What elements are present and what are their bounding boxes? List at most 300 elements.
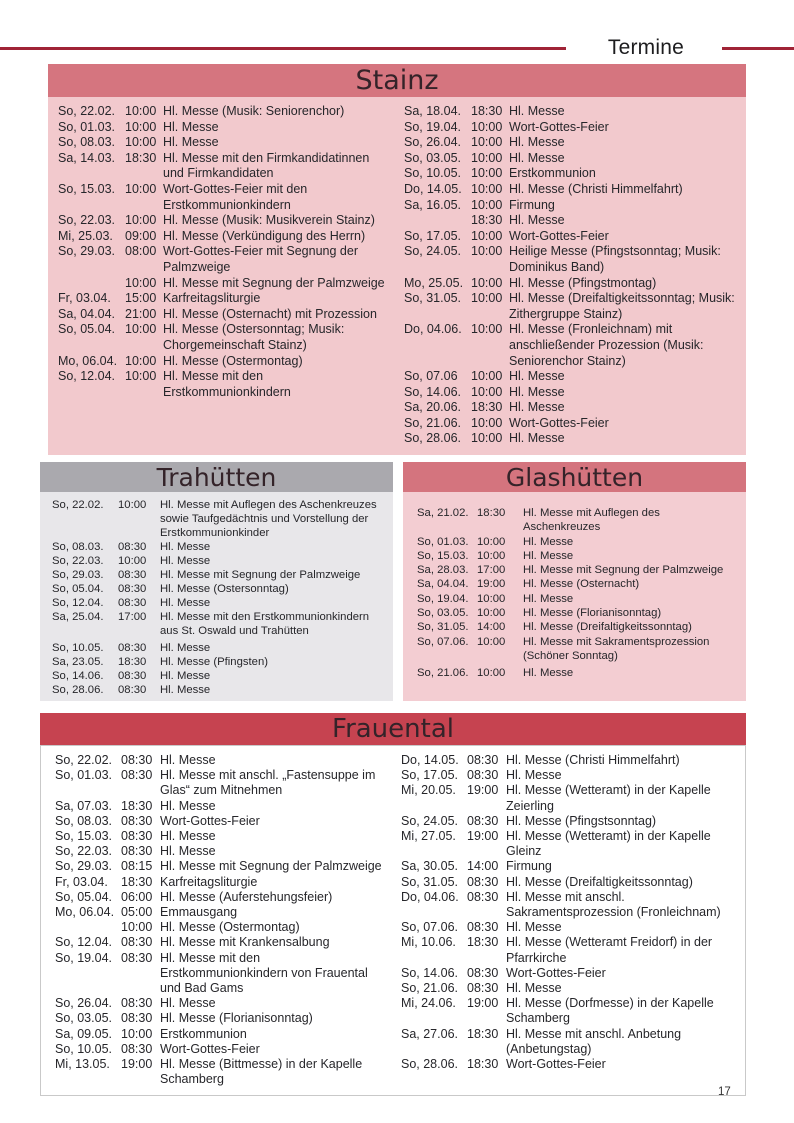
date-cell: So, 05.04. <box>58 322 115 337</box>
desc-cell: Hl. Messe mit Auflegen des Aschenkreuzes sowie Taufgedächtnis und Vorstellung der Erstkommunionkinder <box>160 499 377 539</box>
desc-cell: Hl. Messe mit anschl. Anbetung (Anbetungstag) <box>506 1026 682 1056</box>
time-cell: 08:30 <box>121 935 153 950</box>
header-rule-right <box>722 47 794 50</box>
time-cell: 10:00 <box>471 244 503 259</box>
event-row <box>401 768 733 783</box>
date-cell: Sa, 21.02. <box>417 507 469 519</box>
time-cell: 08:30 <box>118 597 147 609</box>
date-cell: So, 07.06 <box>404 369 458 384</box>
desc-cell: Hl. Messe (Ostermontag) <box>160 920 300 935</box>
time-cell: 10:00 <box>121 1026 153 1041</box>
event-row <box>52 610 385 638</box>
event-row <box>52 596 385 610</box>
section-title: Trahütten <box>156 462 277 492</box>
date-cell <box>55 920 121 935</box>
date-cell: So, 21.06. <box>417 667 469 680</box>
event-row <box>55 814 387 829</box>
time-cell: 18:30 <box>121 874 153 889</box>
event-row <box>404 213 736 229</box>
time-cell: 19:00 <box>467 829 499 844</box>
date-cell: So, 12.04. <box>58 369 115 384</box>
desc-cell: Hl. Messe <box>160 670 211 682</box>
section-columns <box>55 753 733 1087</box>
events-column-right <box>404 104 736 447</box>
time-cell: 08:30 <box>467 920 499 935</box>
desc-cell: Hl. Messe <box>506 920 562 935</box>
date-cell: So, 01.03. <box>417 535 469 548</box>
date-cell: Sa, 14.03. <box>58 150 115 165</box>
event-row <box>55 951 387 997</box>
section-title: Stainz <box>355 65 439 96</box>
section-glashuetten <box>403 462 746 701</box>
date-cell: Sa, 23.05. <box>52 656 104 668</box>
time-cell: 10:00 <box>125 213 157 228</box>
date-cell: So, 15.03. <box>417 549 469 562</box>
date-cell <box>404 213 471 229</box>
date-cell: So, 15.03. <box>55 829 112 844</box>
date-cell: Sa, 04.04. <box>58 306 115 321</box>
event-row <box>58 213 390 229</box>
event-row <box>417 563 738 577</box>
desc-cell: Wort-Gottes-Feier mit den Erstkommunionkindern <box>163 181 308 212</box>
time-cell: 17:00 <box>477 564 506 577</box>
event-row <box>55 920 387 935</box>
date-cell: So, 24.05. <box>404 244 461 259</box>
desc-cell: Hl. Messe <box>509 213 565 228</box>
time-cell: 10:00 <box>125 322 157 337</box>
desc-cell: Hl. Messe (Wetteramt) in der Kapelle Gleinz <box>506 829 711 859</box>
date-cell: So, 15.03. <box>58 181 115 196</box>
time-cell: 08:30 <box>118 670 147 682</box>
time-cell: 10:00 <box>477 607 506 620</box>
date-cell: So, 28.06. <box>401 1057 458 1072</box>
event-row <box>401 920 733 935</box>
event-row <box>55 1027 387 1042</box>
time-cell: 18:30 <box>471 213 503 228</box>
events-column-right <box>401 753 733 1072</box>
event-row <box>404 400 736 416</box>
time-cell: 18:30 <box>467 935 499 950</box>
time-cell: 10:00 <box>121 920 153 935</box>
event-row <box>52 568 385 582</box>
event-row <box>55 829 387 844</box>
date-cell: So, 01.03. <box>58 119 115 134</box>
desc-cell: Hl. Messe (Christi Himmelfahrt) <box>506 753 680 767</box>
event-row <box>58 276 390 292</box>
desc-cell: Wort-Gottes-Feier <box>506 965 606 980</box>
time-cell: 10:00 <box>471 275 503 290</box>
date-cell: Sa, 07.03. <box>55 798 112 813</box>
time-cell: 18:30 <box>118 656 147 668</box>
date-cell: Sa, 04.04. <box>417 578 469 591</box>
desc-cell: Firmung <box>506 859 552 874</box>
desc-cell: Hl. Messe <box>506 768 562 783</box>
desc-cell: Erstkommunion <box>509 166 596 181</box>
desc-cell: Hl. Messe mit den Erstkommunionkindern aus St. Oswald und Trahütten <box>160 611 370 637</box>
event-row <box>55 1042 387 1057</box>
event-row <box>404 135 736 151</box>
desc-cell: Hl. Messe <box>160 829 216 844</box>
date-cell: So, 21.06. <box>401 981 458 996</box>
date-cell <box>58 276 125 292</box>
time-cell: 08:30 <box>118 642 147 654</box>
section-header <box>48 64 746 97</box>
event-row <box>401 875 733 890</box>
time-cell: 08:30 <box>121 768 153 783</box>
time-cell: 10:00 <box>118 499 147 511</box>
date-cell: So, 19.04. <box>404 119 461 134</box>
event-row <box>55 844 387 859</box>
event-row <box>404 229 736 245</box>
event-row <box>401 996 733 1026</box>
time-cell: 18:30 <box>471 400 503 415</box>
events-column <box>52 498 385 697</box>
time-cell: 10:00 <box>477 549 506 562</box>
date-cell: So, 22.02. <box>58 104 115 118</box>
time-cell: 08:30 <box>118 541 147 553</box>
date-cell: So, 08.03. <box>52 541 104 553</box>
desc-cell: Hl. Messe (Pfingstsonntag) <box>506 813 657 828</box>
date-cell: Sa, 28.03. <box>417 564 469 577</box>
desc-cell: Wort-Gottes-Feier <box>160 813 260 828</box>
events-column <box>417 506 738 681</box>
event-row <box>55 859 387 874</box>
desc-cell: Hl. Messe <box>509 104 565 118</box>
event-row <box>404 431 736 447</box>
time-cell: 18:30 <box>477 507 506 519</box>
time-cell: 08:30 <box>467 768 499 783</box>
time-cell: 18:30 <box>471 104 503 118</box>
time-cell: 10:00 <box>125 275 157 290</box>
date-cell: Sa, 09.05. <box>55 1026 112 1041</box>
event-row <box>404 166 736 182</box>
time-cell: 19:00 <box>477 578 506 591</box>
desc-cell: Hl. Messe (Christi Himmelfahrt) <box>509 181 683 196</box>
event-row <box>417 549 738 563</box>
date-cell: So, 22.03. <box>55 844 112 859</box>
event-row <box>52 669 385 683</box>
event-row <box>52 582 385 596</box>
desc-cell: Wort-Gottes-Feier <box>509 415 609 430</box>
desc-cell: Hl. Messe (Dreifaltigkeitssonntag; Musik: Zithergruppe Stainz) <box>509 291 735 321</box>
time-cell: 10:00 <box>125 135 157 150</box>
event-row <box>52 641 385 655</box>
time-cell: 18:30 <box>467 1057 499 1072</box>
date-cell: Mi, 10.06. <box>401 935 456 950</box>
section-body <box>40 492 393 701</box>
time-cell: 08:30 <box>467 965 499 980</box>
desc-cell: Hl. Messe <box>160 541 211 553</box>
event-row <box>55 1057 387 1087</box>
event-row <box>58 182 390 213</box>
desc-cell: Wort-Gottes-Feier <box>160 1041 260 1056</box>
date-cell: So, 10.05. <box>52 642 104 654</box>
event-row <box>404 151 736 167</box>
time-cell: 08:30 <box>118 569 147 581</box>
event-row <box>58 229 390 245</box>
desc-cell: Hl. Messe <box>509 431 565 446</box>
section-title: Frauental <box>332 714 454 744</box>
date-cell: Mi, 27.05. <box>401 829 456 844</box>
date-cell: So, 22.03. <box>52 555 104 567</box>
date-cell: Sa, 27.06. <box>401 1026 458 1041</box>
desc-cell: Wort-Gottes-Feier <box>509 228 609 243</box>
desc-cell: Hl. Messe <box>160 798 216 813</box>
desc-cell: Hl. Messe <box>160 684 211 696</box>
desc-cell: Hl. Messe mit Segnung der Palmzweige <box>163 275 385 290</box>
date-cell: So, 03.05. <box>404 150 461 165</box>
event-row <box>58 307 390 323</box>
section-stainz <box>48 64 746 455</box>
desc-cell: Hl. Messe <box>160 844 216 859</box>
time-cell: 19:00 <box>467 996 499 1011</box>
event-row <box>55 768 387 798</box>
date-cell: So, 29.03. <box>58 244 115 259</box>
desc-cell: Hl. Messe <box>160 597 211 609</box>
date-cell: So, 17.05. <box>401 768 458 783</box>
desc-cell: Hl. Messe (Florianisonntag) <box>160 1011 313 1026</box>
event-row <box>404 385 736 401</box>
event-row <box>401 783 733 813</box>
desc-cell: Hl. Messe (Verkündigung des Herrn) <box>163 228 366 243</box>
time-cell: 10:00 <box>471 291 503 306</box>
time-cell: 19:00 <box>121 1057 153 1072</box>
event-row <box>417 666 738 680</box>
event-row <box>401 1057 733 1072</box>
time-cell: 09:00 <box>125 228 157 243</box>
desc-cell: Hl. Messe mit den Firmkandidatinnen und Firmkandidaten <box>163 150 370 181</box>
time-cell: 08:30 <box>121 1041 153 1056</box>
desc-cell: Heilige Messe (Pfingstsonntag; Musik: Dominikus Band) <box>509 244 721 274</box>
time-cell: 14:00 <box>477 621 506 634</box>
desc-cell: Hl. Messe (Auferstehungsfeier) <box>160 889 333 904</box>
desc-cell: Hl. Messe (Ostersonntag; Musik: Chorgemeinschaft Stainz) <box>163 322 345 352</box>
event-row <box>401 981 733 996</box>
desc-cell: Karfreitagsliturgie <box>163 291 261 306</box>
time-cell: 08:30 <box>118 583 147 595</box>
desc-cell: Hl. Messe <box>523 549 574 562</box>
date-cell: So, 29.03. <box>52 569 104 581</box>
event-row <box>404 291 736 322</box>
date-cell: So, 31.05. <box>404 291 461 306</box>
section-title: Glashütten <box>505 462 644 492</box>
desc-cell: Hl. Messe <box>163 135 219 150</box>
event-row <box>55 935 387 950</box>
event-row <box>58 135 390 151</box>
desc-cell: Hl. Messe <box>509 400 565 415</box>
date-cell: So, 08.03. <box>58 135 115 150</box>
desc-cell: Hl. Messe (Osternacht) mit Prozession <box>163 306 377 321</box>
date-cell: So, 14.06. <box>401 965 458 980</box>
desc-cell: Hl. Messe <box>163 119 219 134</box>
event-row <box>55 753 387 768</box>
date-cell: So, 22.02. <box>52 499 104 511</box>
date-cell: Do, 04.06. <box>404 322 462 337</box>
desc-cell: Hl. Messe mit Auflegen des Aschenkreuzes <box>523 507 660 534</box>
desc-cell: Karfreitagsliturgie <box>160 874 258 889</box>
desc-cell: Hl. Messe (Florianisonntag) <box>523 607 662 620</box>
section-body <box>403 492 746 701</box>
event-row <box>404 416 736 432</box>
desc-cell: Hl. Messe (Musik: Seniorenchor) <box>163 104 345 118</box>
desc-cell: Hl. Messe (Osternacht) <box>523 578 640 591</box>
date-cell: Mi, 20.05. <box>401 783 456 798</box>
event-row <box>417 635 738 664</box>
event-row <box>58 244 390 275</box>
time-cell: 15:00 <box>125 291 157 306</box>
desc-cell: Firmung <box>509 197 555 212</box>
date-cell: So, 26.04. <box>404 135 461 150</box>
event-row <box>401 966 733 981</box>
time-cell: 10:00 <box>125 369 157 384</box>
event-row <box>401 935 733 965</box>
date-cell: Sa, 20.06. <box>404 400 461 415</box>
date-cell: So, 22.03. <box>58 213 115 228</box>
event-row <box>401 1027 733 1057</box>
time-cell: 10:00 <box>471 322 503 337</box>
time-cell: 10:00 <box>471 135 503 150</box>
desc-cell: Hl. Messe <box>506 981 562 996</box>
desc-cell: Hl. Messe <box>523 667 574 680</box>
date-cell: So, 07.06. <box>401 920 458 935</box>
date-cell: So, 03.05. <box>417 607 469 620</box>
desc-cell: Hl. Messe mit den Erstkommunionkindern <box>163 369 291 399</box>
date-cell: Sa, 25.04. <box>52 611 104 623</box>
section-body <box>40 745 746 1096</box>
event-row <box>58 354 390 370</box>
date-cell: So, 10.05. <box>55 1041 112 1056</box>
time-cell: 08:00 <box>125 244 157 259</box>
page-header <box>0 34 794 62</box>
time-cell: 10:00 <box>477 635 506 648</box>
header-rule-left <box>0 47 566 50</box>
event-row <box>58 291 390 307</box>
time-cell: 10:00 <box>471 228 503 243</box>
time-cell: 10:00 <box>471 166 503 181</box>
time-cell: 10:00 <box>471 369 503 384</box>
event-row <box>58 369 390 400</box>
date-cell: So, 26.04. <box>55 996 112 1011</box>
section-body <box>48 97 746 455</box>
event-row <box>417 577 738 591</box>
desc-cell: Hl. Messe (Dreifaltigkeitssonntag) <box>523 621 692 634</box>
desc-cell: Hl. Messe mit den Erstkommunionkindern von Frauental und Bad Gams <box>160 950 368 996</box>
desc-cell: Hl. Messe <box>160 555 211 567</box>
time-cell: 10:00 <box>125 353 157 368</box>
time-cell: 10:00 <box>118 555 147 567</box>
desc-cell: Hl. Messe (Pfingsten) <box>160 656 268 668</box>
time-cell: 18:30 <box>467 1026 499 1041</box>
event-row <box>52 655 385 669</box>
desc-cell: Hl. Messe <box>523 592 574 605</box>
date-cell: So, 28.06. <box>404 431 461 446</box>
events-column-left <box>55 753 387 1087</box>
desc-cell: Wort-Gottes-Feier mit Segnung der Palmzweige <box>163 244 358 274</box>
event-row <box>401 890 733 920</box>
date-cell: Sa, 30.05. <box>401 859 458 874</box>
desc-cell: Hl. Messe mit anschl. „Fastensuppe im Glas“ zum Mitnehmen <box>160 768 376 798</box>
page-number: 17 <box>718 1086 731 1098</box>
date-cell: So, 14.06. <box>404 384 461 399</box>
date-cell: So, 12.04. <box>55 935 112 950</box>
time-cell: 10:00 <box>471 119 503 134</box>
event-row <box>52 540 385 554</box>
desc-cell: Hl. Messe (Dreifaltigkeitssonntag) <box>506 874 693 889</box>
time-cell: 08:30 <box>121 829 153 844</box>
date-cell: So, 05.04. <box>55 889 112 904</box>
time-cell: 08:30 <box>121 844 153 859</box>
time-cell: 10:00 <box>477 535 506 548</box>
date-cell: So, 07.06. <box>417 635 469 648</box>
desc-cell: Hl. Messe <box>509 150 565 165</box>
time-cell: 21:00 <box>125 306 157 321</box>
desc-cell: Hl. Messe (Wetteramt) in der Kapelle Zeierling <box>506 783 711 813</box>
date-cell: Mo, 25.05. <box>404 275 464 290</box>
desc-cell: Hl. Messe (Musik: Musikverein Stainz) <box>163 213 375 228</box>
event-row <box>401 859 733 874</box>
time-cell: 08:30 <box>121 950 153 965</box>
date-cell: So, 31.05. <box>401 874 458 889</box>
desc-cell: Hl. Messe <box>160 996 216 1011</box>
event-row <box>417 506 738 535</box>
desc-cell: Hl. Messe (Ostersonntag) <box>160 583 289 595</box>
date-cell: So, 01.03. <box>55 768 112 783</box>
time-cell: 17:00 <box>118 611 147 623</box>
section-header <box>403 462 746 492</box>
event-row <box>52 683 385 697</box>
date-cell: Fr, 03.04. <box>58 291 111 306</box>
date-cell: Mi, 24.06. <box>401 996 456 1011</box>
event-row <box>401 753 733 768</box>
date-cell: So, 05.04. <box>52 583 104 595</box>
event-row <box>55 875 387 890</box>
time-cell: 08:30 <box>467 753 499 767</box>
time-cell: 05:00 <box>121 905 153 920</box>
desc-cell: Hl. Messe (Bittmesse) in der Kapelle Schamberg <box>160 1057 363 1087</box>
event-row <box>52 498 385 540</box>
event-row <box>58 151 390 182</box>
event-row <box>58 322 390 353</box>
event-row <box>55 890 387 905</box>
desc-cell: Hl. Messe <box>509 384 565 399</box>
event-row <box>404 322 736 369</box>
desc-cell: Hl. Messe (Wetteramt Freidorf) in der Pfarrkirche <box>506 935 713 965</box>
date-cell: Do, 14.05. <box>404 181 462 196</box>
section-frauental <box>40 713 746 1096</box>
desc-cell: Hl. Messe (Fronleichnam) mit anschließender Prozession (Musik: Seniorenchor Stainz) <box>509 322 704 368</box>
desc-cell: Erstkommunion <box>160 1026 247 1041</box>
event-row <box>52 554 385 568</box>
time-cell: 10:00 <box>471 181 503 196</box>
section-header <box>40 713 746 745</box>
date-cell: So, 03.05. <box>55 1011 112 1026</box>
time-cell: 10:00 <box>471 384 503 399</box>
time-cell: 10:00 <box>477 667 506 680</box>
date-cell: So, 14.06. <box>52 670 104 682</box>
desc-cell: Hl. Messe mit Sakramentsprozession (Schöner Sonntag) <box>523 635 710 662</box>
desc-cell: Hl. Messe <box>523 535 574 548</box>
time-cell: 10:00 <box>125 181 157 196</box>
section-trahuetten <box>40 462 393 701</box>
event-row <box>417 592 738 606</box>
events-column-left <box>58 104 390 400</box>
event-row <box>404 104 736 120</box>
date-cell: So, 22.02. <box>55 753 112 767</box>
desc-cell: Hl. Messe (Dorfmesse) in der Kapelle Schamberg <box>506 996 714 1026</box>
time-cell: 08:30 <box>118 684 147 696</box>
date-cell: So, 17.05. <box>404 228 461 243</box>
date-cell: Mi, 13.05. <box>55 1057 110 1072</box>
